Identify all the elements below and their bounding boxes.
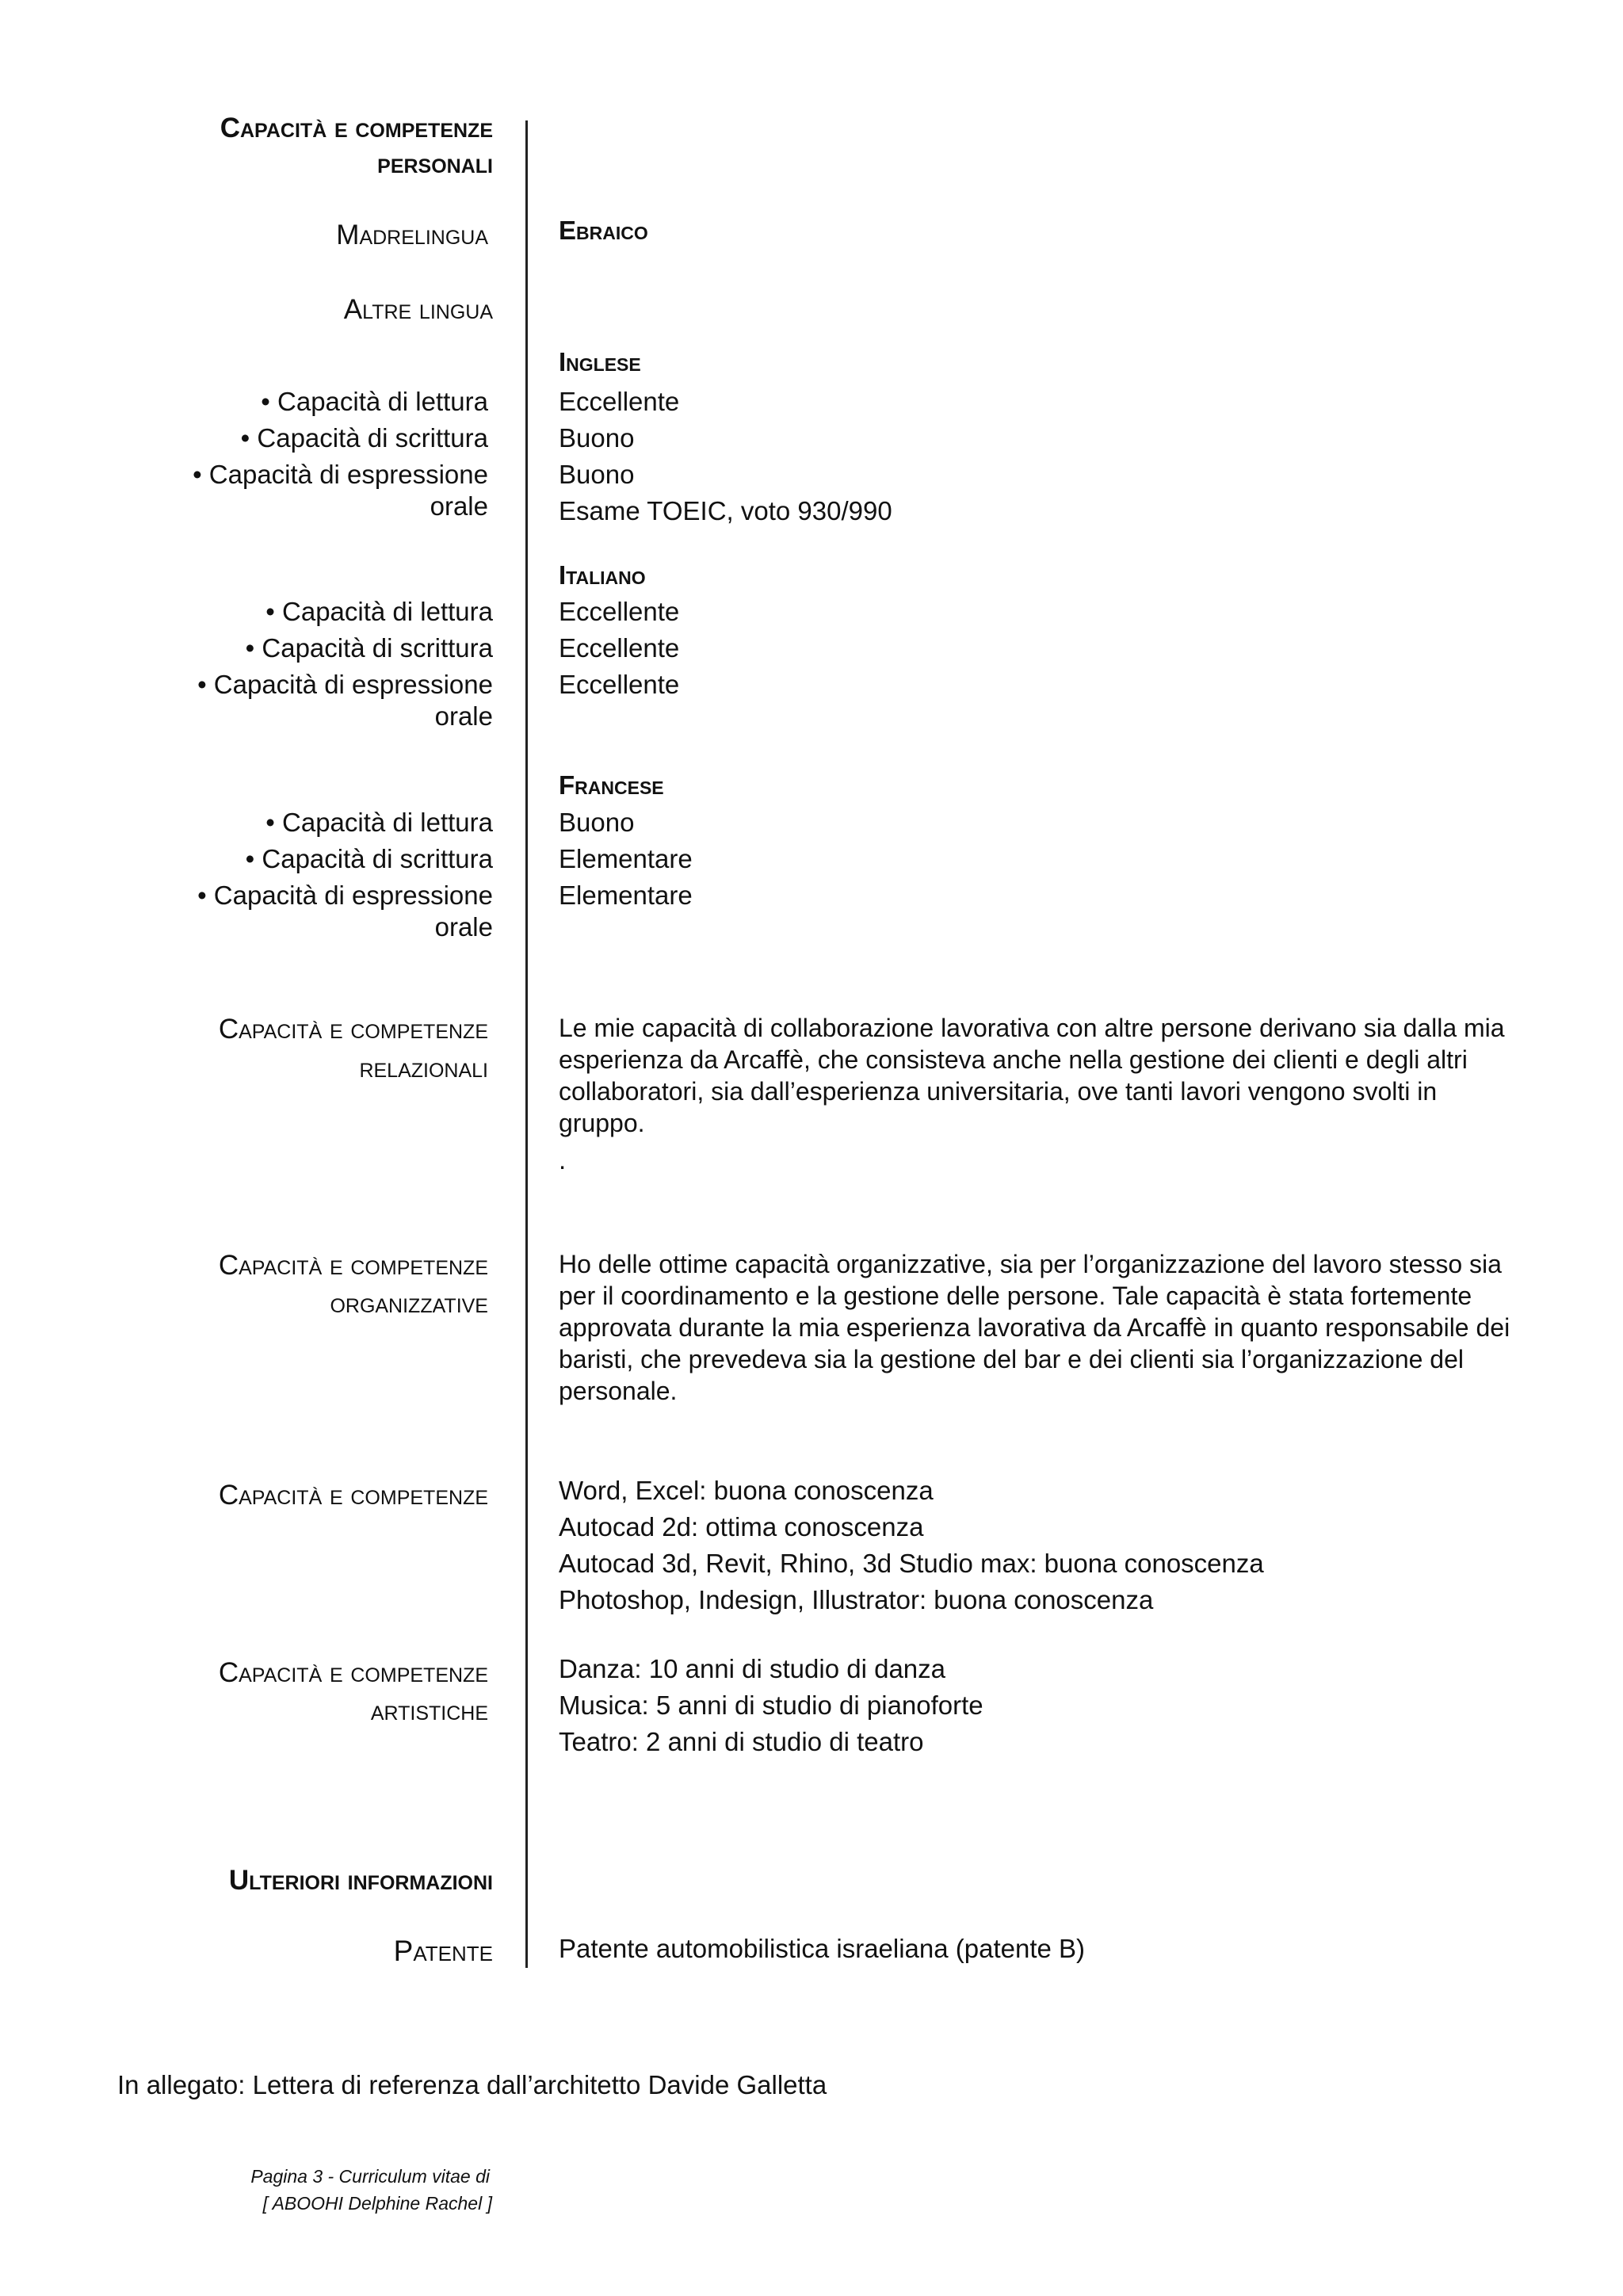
writing-value-2: Eccellente — [559, 633, 680, 663]
speaking-value-1: Buono — [559, 460, 635, 489]
technical-item: Autocad 2d: ottima conoscenza — [559, 1512, 924, 1541]
relational-text: Le mie capacità di collaborazione lavorativa con altre persone derivano sia dalla mia esperienza da Arcaffè, che consisteva anche nella gestione dei clienti e degli altri collaboratori, sia dall’esperienza universitaria, ove tanti lavori vengono svolti in gruppo. — [559, 1014, 1505, 1137]
speaking-label-3-line2: orale — [434, 912, 493, 942]
artistic-label-line1: Capacità e competenze — [218, 1657, 488, 1688]
artistic-label-line2: artistiche — [370, 1695, 488, 1726]
speaking-label-1-line2: orale — [430, 491, 488, 521]
language-name-2: Italiano — [559, 560, 646, 590]
reading-label-2: • Capacità di lettura — [265, 597, 493, 626]
license-label: Patente — [393, 1935, 493, 1967]
organizational-text: Ho delle ottime capacità organizzative, sia per l’organizzazione del lavoro stesso sia per il coordinamento e la gestione delle persone. Tale capacità è stata fortemente approvata durante la mia esperienza lavorativa da Arcaffè in quanto responsabile dei baristi, che prevedeva sia la gestione del bar e dei clienti sia l’organizzazione del personale. — [559, 1250, 1510, 1405]
mother-tongue-label: Madrelingua — [336, 220, 488, 250]
attachment-note: In allegato: Lettera di referenza dall’architetto Davide Galletta — [117, 2070, 827, 2099]
technical-item: Word, Excel: buona conoscenza — [559, 1476, 934, 1505]
organizational-label-line2: organizzative — [330, 1288, 488, 1319]
writing-label-3: • Capacità di scrittura — [245, 844, 493, 873]
speaking-label-1-line1: • Capacità di espressione — [193, 460, 488, 489]
column-divider — [525, 120, 528, 1968]
speaking-value-2: Eccellente — [559, 670, 680, 699]
artistic-item: Teatro: 2 anni di studio di teatro — [559, 1727, 924, 1756]
artistic-item: Danza: 10 anni di studio di danza — [559, 1654, 946, 1683]
language-name-3: Francese — [559, 770, 664, 800]
page-footer-line1: Pagina 3 - Curriculum vitae di — [250, 2166, 490, 2187]
language-note-1: Esame TOEIC, voto 930/990 — [559, 496, 892, 525]
artistic-item: Musica: 5 anni di studio di pianoforte — [559, 1690, 983, 1720]
further-info-heading: Ulteriori informazioni — [228, 1865, 493, 1896]
reading-value-3: Buono — [559, 808, 635, 837]
relational-label-line2: relazionali — [359, 1052, 488, 1083]
relational-label-line1: Capacità e competenze — [218, 1014, 488, 1045]
technical-item: Photoshop, Indesign, Illustrator: buona conoscenza — [559, 1585, 1154, 1614]
relational-trailing: . — [559, 1145, 567, 1175]
reading-value-2: Eccellente — [559, 597, 680, 626]
mother-tongue-value: Ebraico — [559, 216, 648, 245]
technical-item: Autocad 3d, Revit, Rhino, 3d Studio max: buona conoscenza — [559, 1549, 1264, 1578]
reading-label-3: • Capacità di lettura — [265, 808, 493, 837]
language-name-1: Inglese — [559, 347, 641, 376]
writing-value-1: Buono — [559, 423, 635, 453]
writing-label-2: • Capacità di scrittura — [245, 633, 493, 663]
other-languages-label: Altre lingua — [343, 294, 493, 325]
technical-label: Capacità e competenze — [218, 1480, 488, 1511]
section-heading-personal-line2: personali — [377, 148, 493, 179]
page-footer-line2: [ ABOOHI Delphine Rachel ] — [262, 2193, 492, 2214]
speaking-label-2-line1: • Capacità di espressione — [197, 670, 493, 699]
writing-value-3: Elementare — [559, 844, 693, 873]
speaking-label-3-line1: • Capacità di espressione — [197, 881, 493, 910]
writing-label-1: • Capacità di scrittura — [240, 423, 488, 453]
speaking-label-2-line2: orale — [434, 701, 493, 731]
reading-value-1: Eccellente — [559, 387, 680, 416]
license-value: Patente automobilistica israeliana (patente B) — [559, 1934, 1086, 1963]
organizational-label-line1: Capacità e competenze — [218, 1250, 488, 1281]
section-heading-personal-line1: Capacità e competenze — [220, 113, 493, 143]
speaking-value-3: Elementare — [559, 881, 693, 910]
reading-label-1: • Capacità di lettura — [261, 387, 488, 416]
